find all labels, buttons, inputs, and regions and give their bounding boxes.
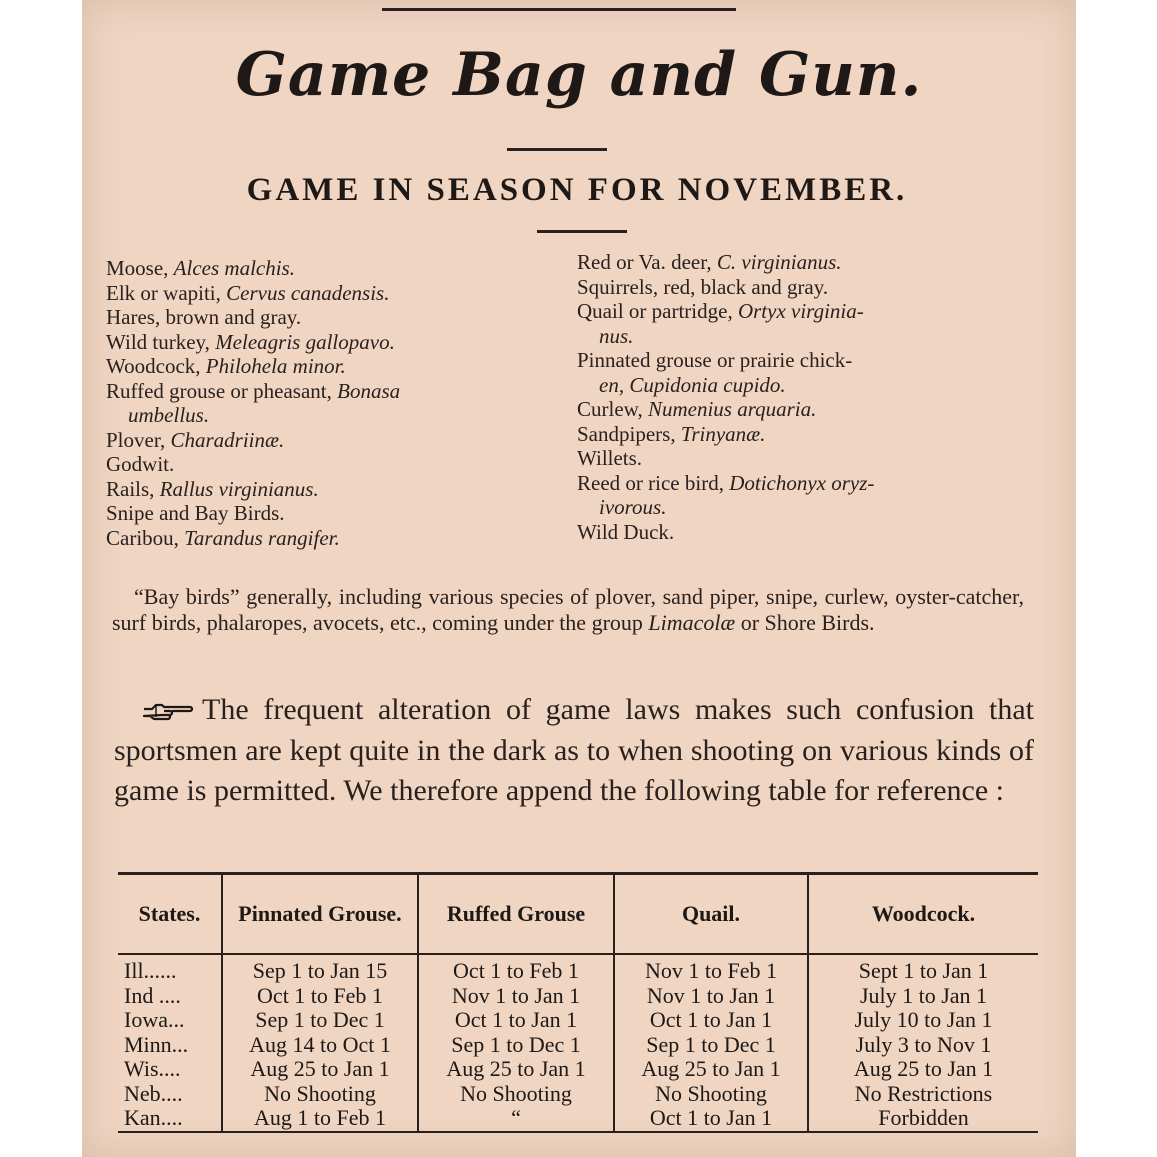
common-name: Curlew,	[577, 397, 648, 421]
right-entry	[577, 446, 1047, 471]
season-cell: Aug 25 to Jan 1	[222, 1057, 418, 1082]
right-entry	[577, 275, 1047, 300]
right-entry	[577, 299, 1047, 348]
column-header: Pinnated Grouse.	[222, 874, 418, 955]
common-name: Quail or partridge,	[577, 299, 738, 323]
column-header: Ruffed Grouse	[418, 874, 614, 955]
bay-birds-group: Limacolæ	[648, 610, 736, 635]
table-row	[118, 1106, 1038, 1132]
season-cell: Nov 1 to Feb 1	[614, 954, 808, 984]
season-cell: Sept 1 to Jan 1	[808, 954, 1038, 984]
bay-birds-paragraph	[112, 584, 1024, 636]
season-cell: Aug 1 to Feb 1	[222, 1106, 418, 1132]
newspaper-clipping	[82, 0, 1076, 1157]
common-name: Caribou,	[106, 525, 185, 550]
scientific-name: Rallus virginianus.	[159, 476, 319, 501]
season-cell: Sep 1 to Dec 1	[614, 1033, 808, 1058]
left-entry	[106, 305, 566, 330]
season-cell: No Restrictions	[808, 1082, 1038, 1107]
common-name: Reed or rice bird,	[577, 470, 730, 495]
game-list-right	[577, 250, 1047, 544]
pointing-hand-icon	[142, 701, 194, 723]
name-continuation: ivorous.	[599, 495, 667, 519]
common-name: Plover,	[106, 427, 171, 452]
table-body	[118, 954, 1038, 1132]
right-entry	[577, 422, 1047, 447]
common-name: Squirrels, red, black and gray.	[577, 274, 829, 299]
season-cell: Aug 14 to Oct 1	[222, 1033, 418, 1058]
name-continuation: nus.	[599, 323, 634, 348]
common-name: Wild turkey,	[106, 329, 216, 354]
common-name: Sandpipers,	[577, 421, 681, 446]
state-cell: Minn...	[124, 1031, 189, 1057]
table-row	[118, 954, 1038, 984]
season-cell: No Shooting	[418, 1082, 614, 1107]
scientific-name: Alces malchis.	[173, 256, 295, 280]
name-continuation: en, Cupidonia cupido.	[599, 372, 786, 397]
right-entry	[577, 348, 1047, 397]
table-row	[118, 1082, 1038, 1107]
state-cell: Wis....	[124, 1056, 181, 1081]
left-entry	[106, 330, 566, 355]
season-cell: Oct 1 to Feb 1	[418, 954, 614, 984]
state-cell: Ill......	[124, 958, 177, 983]
right-entry	[577, 471, 1047, 520]
table-header-row	[118, 874, 1038, 955]
left-entry	[106, 281, 566, 306]
common-name: Godwit.	[106, 452, 175, 476]
season-cell: Oct 1 to Feb 1	[222, 984, 418, 1009]
scientific-name: Meleagris gallopavo.	[215, 329, 395, 354]
common-name: Ruffed grouse or pheasant,	[106, 378, 338, 403]
season-cell: Forbidden	[808, 1106, 1038, 1132]
left-entry	[106, 526, 566, 551]
common-name: Woodcock,	[106, 354, 206, 378]
scientific-name: Numenius arquaria.	[647, 397, 817, 421]
top-rule	[382, 0, 736, 11]
season-heading: GAME IN SEASON FOR NOVEMBER.	[246, 172, 908, 208]
rule-under-masthead	[507, 148, 607, 151]
season-cell: Sep 1 to Dec 1	[222, 1008, 418, 1033]
season-cell: July 10 to Jan 1	[808, 1008, 1038, 1033]
right-entry	[577, 397, 1047, 422]
season-cell: July 3 to Nov 1	[808, 1033, 1038, 1058]
common-name: Red or Va. deer,	[577, 250, 717, 274]
season-cell: Aug 25 to Jan 1	[614, 1057, 808, 1082]
state-cell: Ind ....	[124, 982, 181, 1008]
scientific-name: Cervus canadensis.	[226, 280, 390, 305]
state-cell: Iowa...	[124, 1007, 185, 1032]
left-entry	[106, 256, 566, 281]
season-cell: Nov 1 to Jan 1	[614, 984, 808, 1009]
table-row	[118, 1008, 1038, 1033]
game-laws-notice	[114, 690, 1034, 812]
column-header: Woodcock.	[808, 874, 1038, 955]
season-cell: July 1 to Jan 1	[808, 984, 1038, 1009]
season-cell: Oct 1 to Jan 1	[614, 1008, 808, 1033]
common-name: Willets.	[577, 446, 643, 470]
common-name: Snipe and Bay Birds.	[106, 501, 285, 525]
scientific-name: Trinyanæ.	[680, 421, 766, 446]
common-name: Elk or wapiti,	[106, 280, 227, 305]
notice-text: The frequent alteration of game laws makes such confusion that sportsmen are kept quite in the dark as to when shooting on various kinds of game is permitted. We therefore append the following table for reference :	[114, 693, 1034, 807]
scientific-name: Philohela minor.	[205, 354, 346, 378]
right-entry	[577, 520, 1047, 545]
common-name: Moose,	[106, 256, 174, 280]
common-name: Pinnated grouse or prairie chick-	[577, 348, 853, 372]
scientific-name: Ortyx virginia-	[737, 299, 864, 323]
left-entry	[106, 501, 566, 526]
season-cell: Nov 1 to Jan 1	[418, 984, 614, 1009]
left-entry	[106, 452, 566, 477]
scientific-name: Dotichonyx oryz-	[729, 470, 875, 495]
bay-birds-text: “Bay birds” generally, including various species of plover, sand piper, snipe, curlew, oyster-catcher, surf birds, phalaropes, avocets, etc., coming under the group	[112, 584, 1024, 635]
scientific-name: C. virginianus.	[716, 250, 842, 274]
scientific-name: Bonasa	[337, 378, 401, 403]
left-entry	[106, 379, 566, 428]
scientific-name: Charadriinæ.	[170, 427, 285, 452]
game-season-table	[118, 872, 1038, 1133]
table-row	[118, 1033, 1038, 1058]
table-row	[118, 984, 1038, 1009]
table-row	[118, 1057, 1038, 1082]
season-cell: Sep 1 to Dec 1	[418, 1033, 614, 1058]
common-name: Wild Duck.	[577, 519, 675, 544]
rule-under-heading	[537, 230, 627, 233]
masthead: Game Bag and Gun.	[235, 40, 923, 110]
right-entry	[577, 250, 1047, 275]
season-cell: “	[418, 1106, 614, 1132]
season-cell: Oct 1 to Jan 1	[418, 1008, 614, 1033]
common-name: Hares, brown and gray.	[106, 305, 302, 329]
season-cell: No Shooting	[222, 1082, 418, 1107]
column-header: Quail.	[614, 874, 808, 955]
left-entry	[106, 477, 566, 502]
season-cell: Aug 25 to Jan 1	[418, 1057, 614, 1082]
left-entry	[106, 428, 566, 453]
game-list-left	[106, 256, 566, 550]
season-cell: No Shooting	[614, 1082, 808, 1107]
column-header: States.	[118, 874, 222, 955]
season-cell: Aug 25 to Jan 1	[808, 1057, 1038, 1082]
left-entry	[106, 354, 566, 379]
common-name: Rails,	[106, 476, 160, 501]
scientific-name: Tarandus rangifer.	[184, 525, 340, 550]
state-cell: Neb....	[124, 1080, 183, 1106]
name-continuation: umbellus.	[128, 403, 210, 427]
bay-birds-tail: or Shore Birds.	[735, 610, 875, 635]
season-cell: Oct 1 to Jan 1	[614, 1106, 808, 1132]
state-cell: Kan....	[124, 1105, 183, 1130]
season-cell: Sep 1 to Jan 15	[222, 954, 418, 984]
